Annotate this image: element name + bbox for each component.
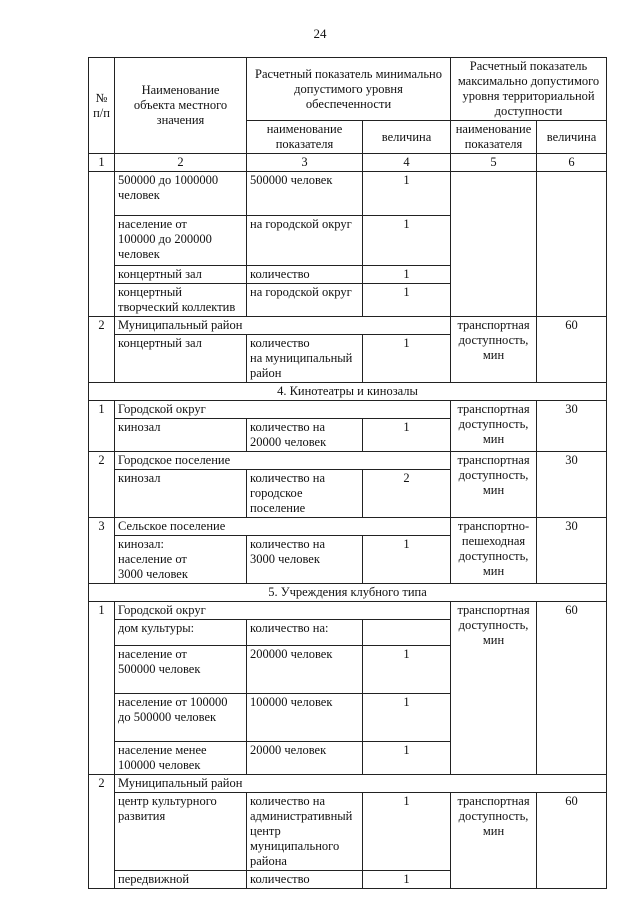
table-cell: 1 bbox=[363, 793, 451, 871]
table-cell: 1 bbox=[363, 871, 451, 889]
table-cell: население от 100000 до 500000 человек bbox=[115, 694, 247, 742]
row-num: 3 bbox=[89, 518, 115, 584]
accessibility-indicator: транспортная доступность, мин bbox=[451, 401, 537, 452]
table-cell: количество на 3000 человек bbox=[247, 536, 363, 584]
page-number: 24 bbox=[313, 26, 327, 41]
table-cell: концертный зал bbox=[115, 335, 247, 383]
table-cell: 1 bbox=[363, 646, 451, 694]
row-num-empty bbox=[89, 172, 115, 317]
table-cell: 1 bbox=[363, 419, 451, 452]
table-cell: кинозал bbox=[115, 419, 247, 452]
accessibility-indicator: транспортная доступность, мин bbox=[451, 602, 537, 775]
table-cell-empty bbox=[537, 172, 607, 317]
section-title: 5. Учреждения клубного типа bbox=[89, 584, 607, 602]
group-title: Городское поселение bbox=[115, 452, 451, 470]
accessibility-value: 60 bbox=[537, 317, 607, 383]
table-cell: 500000 до 1000000 человек bbox=[115, 172, 247, 216]
table-cell: 1 bbox=[363, 172, 451, 216]
accessibility-indicator: транспортно- пешеходная доступность, мин bbox=[451, 518, 537, 584]
table-cell: 1 bbox=[363, 335, 451, 383]
row-num: 1 bbox=[89, 602, 115, 775]
table-cell: центр культурного развития bbox=[115, 793, 247, 871]
table-cell-empty bbox=[363, 620, 451, 646]
group-title: Городской округ bbox=[115, 602, 451, 620]
table-cell: 1 bbox=[363, 284, 451, 317]
table-cell: количество на административный центр муниципального района bbox=[247, 793, 363, 871]
table-cell: 20000 человек bbox=[247, 742, 363, 775]
col-number: 6 bbox=[537, 154, 607, 172]
header-max-group: Расчетный показатель максимально допустимого уровня территориальной доступности bbox=[451, 58, 607, 121]
group-title: Муниципальный район bbox=[115, 317, 451, 335]
row-num: 2 bbox=[89, 452, 115, 518]
table-cell: 2 bbox=[363, 470, 451, 518]
header-indicator-name-2: наименование показателя bbox=[451, 121, 537, 154]
header-value-2: величина bbox=[537, 121, 607, 154]
accessibility-value: 60 bbox=[537, 602, 607, 775]
section-title: 4. Кинотеатры и кинозалы bbox=[89, 383, 607, 401]
table-cell: кинозал bbox=[115, 470, 247, 518]
table-cell: количество bbox=[247, 871, 363, 889]
row-num: 2 bbox=[89, 775, 115, 889]
accessibility-indicator: транспортная доступность, мин bbox=[451, 452, 537, 518]
table-cell: 200000 человек bbox=[247, 646, 363, 694]
table-cell: 1 bbox=[363, 536, 451, 584]
accessibility-indicator: транспортная доступность, мин bbox=[451, 317, 537, 383]
table-cell: кинозал: население от 3000 человек bbox=[115, 536, 247, 584]
table-cell: на городской округ bbox=[247, 284, 363, 317]
table-cell: количество bbox=[247, 266, 363, 284]
accessibility-value: 30 bbox=[537, 452, 607, 518]
table-cell: 1 bbox=[363, 742, 451, 775]
row-num: 1 bbox=[89, 401, 115, 452]
table-cell: передвижной bbox=[115, 871, 247, 889]
header-value: величина bbox=[363, 121, 451, 154]
header-min-group: Расчетный показатель минимально допустимого уровня обеспеченности bbox=[247, 58, 451, 121]
table-cell: концертный творческий коллектив bbox=[115, 284, 247, 317]
header-indicator-name: наименование показателя bbox=[247, 121, 363, 154]
table-cell: дом культуры: bbox=[115, 620, 247, 646]
table-cell: количество на городское поселение bbox=[247, 470, 363, 518]
row-num: 2 bbox=[89, 317, 115, 383]
table-cell: 1 bbox=[363, 266, 451, 284]
table-cell: население от 500000 человек bbox=[115, 646, 247, 694]
table-cell: на городской округ bbox=[247, 216, 363, 266]
table-cell: население от 100000 до 200000 человек bbox=[115, 216, 247, 266]
table-cell: 1 bbox=[363, 216, 451, 266]
table-cell-empty bbox=[451, 172, 537, 317]
accessibility-value: 30 bbox=[537, 401, 607, 452]
standards-table bbox=[88, 57, 607, 889]
group-title: Городской округ bbox=[115, 401, 451, 419]
col-number: 4 bbox=[363, 154, 451, 172]
table-cell: концертный зал bbox=[115, 266, 247, 284]
table-cell: 500000 человек bbox=[247, 172, 363, 216]
table-cell: количество на: bbox=[247, 620, 363, 646]
col-number: 3 bbox=[247, 154, 363, 172]
table-cell: количество на муниципальный район bbox=[247, 335, 363, 383]
group-title: Сельское поселение bbox=[115, 518, 451, 536]
col-number: 2 bbox=[115, 154, 247, 172]
accessibility-value: 30 bbox=[537, 518, 607, 584]
table-cell: количество на 20000 человек bbox=[247, 419, 363, 452]
header-name: Наименование объекта местного значения bbox=[115, 58, 247, 154]
group-title: Муниципальный район bbox=[115, 775, 607, 793]
accessibility-value: 60 bbox=[537, 793, 607, 889]
table-cell: 1 bbox=[363, 694, 451, 742]
table-cell: население менее 100000 человек bbox=[115, 742, 247, 775]
header-num: № п/п bbox=[89, 58, 115, 154]
col-number: 5 bbox=[451, 154, 537, 172]
col-number: 1 bbox=[89, 154, 115, 172]
accessibility-indicator: транспортная доступность, мин bbox=[451, 793, 537, 889]
table-cell: 100000 человек bbox=[247, 694, 363, 742]
